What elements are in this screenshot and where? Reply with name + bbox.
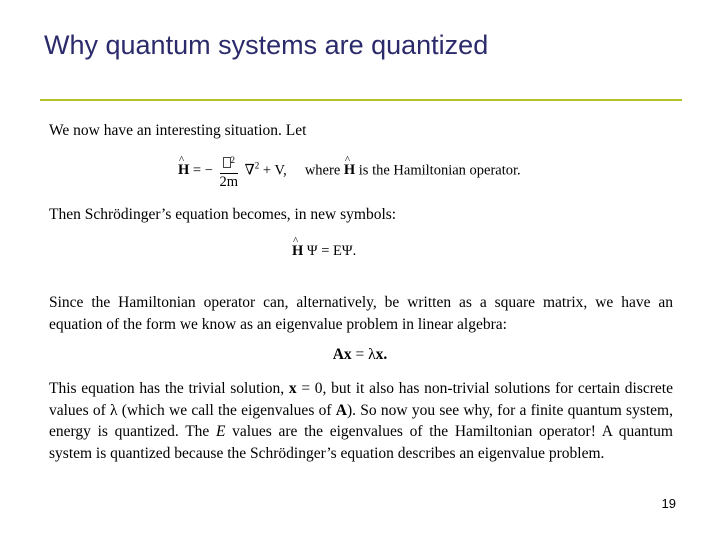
ax-term: Ax <box>332 346 352 363</box>
hamiltonian-equation <box>178 152 521 190</box>
plus-potential: + V, <box>262 162 287 179</box>
hamiltonian-symbol: ^ H <box>178 162 189 179</box>
since-text: Since the Hamiltonian operator can, alternatively, be written as a square matrix, we have an equation of the form we know as an eigenvalue problem in linear algebra: <box>49 294 673 333</box>
hamiltonian-symbol-2: ^ H <box>344 162 355 179</box>
x-term: x. <box>375 346 388 363</box>
energy-e: E <box>216 423 226 440</box>
intro-text: We now have an interesting situation. Let <box>49 122 307 139</box>
page-number: 19 <box>661 496 676 511</box>
laplacian: ∇ <box>244 162 255 179</box>
laplacian-power: 2 <box>254 160 260 171</box>
fraction-numerator: 2 <box>220 152 239 174</box>
hbar-fraction <box>220 152 239 190</box>
hamiltonian-description: is the Hamiltonian operator. <box>358 162 521 179</box>
hbar-glyph-icon <box>223 157 231 168</box>
eigenvalue-equation: Ax = λx. <box>332 346 388 363</box>
hamiltonian-symbol-3: ^ H <box>292 243 303 260</box>
schrodinger-equation <box>292 243 356 260</box>
slide-title: Why quantum systems are quantized <box>44 30 489 60</box>
matrix-a: A <box>335 401 347 419</box>
where-word: where <box>304 162 341 179</box>
conclusion-text: This equation has the trivial solution, x = 0, but it also has non-trivial solutions for certain discrete values of λ (which we call the eigenvalues of A). So now you see why, for a finite quantum system, energy is quantized. The E values are the eigenvalues of the Hamiltonian operator! A quantum system is quantized because the Schrödinger’s equation describes an eigenvalue problem. <box>49 380 673 462</box>
lambda-symbol: λ <box>368 346 376 363</box>
x-vector: x <box>288 380 297 397</box>
equals-minus: = − <box>192 162 213 179</box>
schrodinger-rest: Ψ = EΨ. <box>306 243 357 259</box>
then-text: Then Schrödinger’s equation becomes, in new symbols: <box>49 206 397 223</box>
title-divider <box>40 99 682 101</box>
fraction-denominator: 2m <box>219 173 239 190</box>
